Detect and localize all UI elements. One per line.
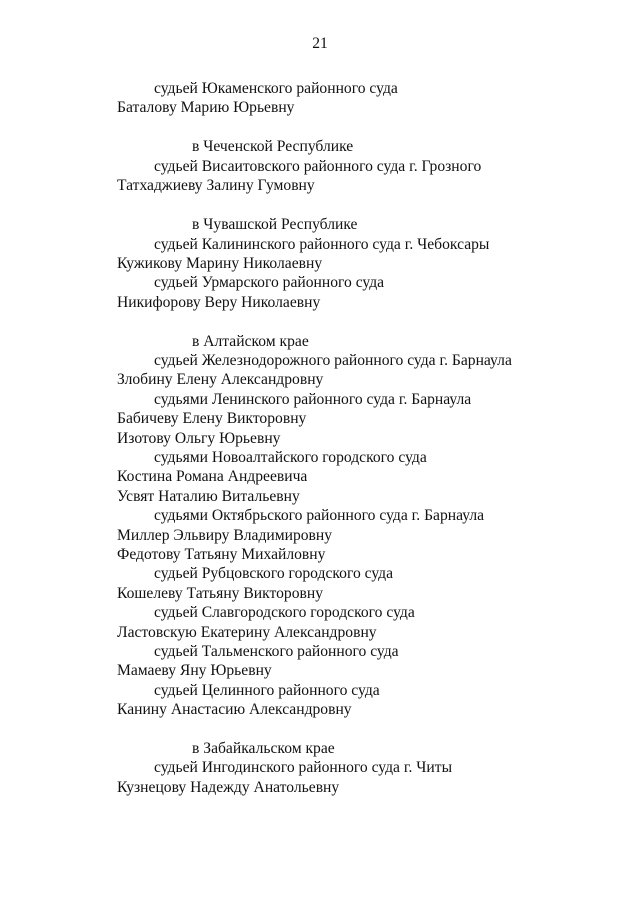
court-appointment-line: судьей Железнодорожного районного суда г. Барнаула	[154, 352, 512, 370]
region-heading: в Забайкальском крае	[192, 740, 335, 758]
court-appointment-line: судьей Славгородского городского суда	[154, 604, 415, 622]
appointment-section	[0, 739, 640, 797]
appointment-section	[0, 79, 640, 118]
court-appointment-line: судьей Юкаменского районного суда	[154, 80, 398, 97]
section-gap	[0, 118, 640, 138]
page-number: 21	[312, 35, 328, 52]
court-appointment-line: судьей Целинного районного суда	[154, 681, 380, 699]
judge-name-line: Мамаеву Яну Юрьевну	[117, 662, 272, 680]
judge-name-line: Изотову Ольгу Юрьевну	[117, 429, 281, 447]
section-gap	[0, 196, 640, 216]
judge-name-line: Кузнецову Надежду Анатольевну	[117, 778, 340, 796]
appointment-section	[0, 215, 640, 312]
court-appointment-line: судьей Рубцовского городского суда	[154, 565, 394, 583]
court-appointment-line: судьей Тальменского районного суда	[154, 642, 399, 660]
court-appointment-line: судьей Урмарского районного суда	[154, 274, 385, 292]
court-appointment-line: судьей Висаитовского районного суда г. Грозного	[154, 157, 482, 175]
judge-name-line: Татхаджиеву Залину Гумовну	[117, 177, 315, 195]
court-appointment-line: судьями Ленинского районного суда г. Барнаула	[154, 390, 472, 408]
court-appointment-line: судьей Ингодинского районного суда г. Читы	[154, 759, 453, 777]
judge-name-line: Канину Анастасию Александровну	[117, 701, 352, 719]
judge-name-line: Ластовскую Екатерину Александровну	[117, 623, 377, 641]
judge-name-line: Злобину Елену Александровну	[117, 371, 324, 389]
judge-name-line: Бабичеву Елену Викторовну	[117, 410, 307, 428]
court-appointment-line: судьями Октябрьского районного суда г. Барнаула	[154, 507, 485, 525]
document-body	[0, 79, 640, 797]
region-heading: в Чувашской Республике	[192, 216, 358, 234]
judge-name-line: Федотову Татьяну Михайловну	[117, 545, 326, 563]
judge-name-line: Костина Романа Андреевича	[117, 468, 308, 486]
judge-name-line: Усвят Наталию Витальевну	[117, 487, 300, 505]
judge-name-line: Кошелеву Татьяну Викторовну	[117, 584, 323, 602]
section-gap	[0, 312, 640, 332]
court-appointment-line: судьями Новоалтайского городского суда	[154, 449, 427, 467]
appointment-section	[0, 332, 640, 720]
region-heading: в Алтайском крае	[192, 332, 309, 350]
court-appointment-line: судьей Калининского районного суда г. Чебоксары	[154, 235, 490, 253]
judge-name-line: Миллер Эльвиру Владимировну	[117, 526, 333, 544]
section-gap	[0, 720, 640, 740]
judge-name-line: Кужикову Марину Николаевну	[117, 254, 323, 272]
region-heading: в Чеченской Республике	[192, 138, 354, 156]
judge-name-line: Баталову Марию Юрьевну	[117, 99, 295, 117]
judge-name-line: Никифорову Веру Николаевну	[117, 293, 321, 311]
appointment-section	[0, 137, 640, 195]
